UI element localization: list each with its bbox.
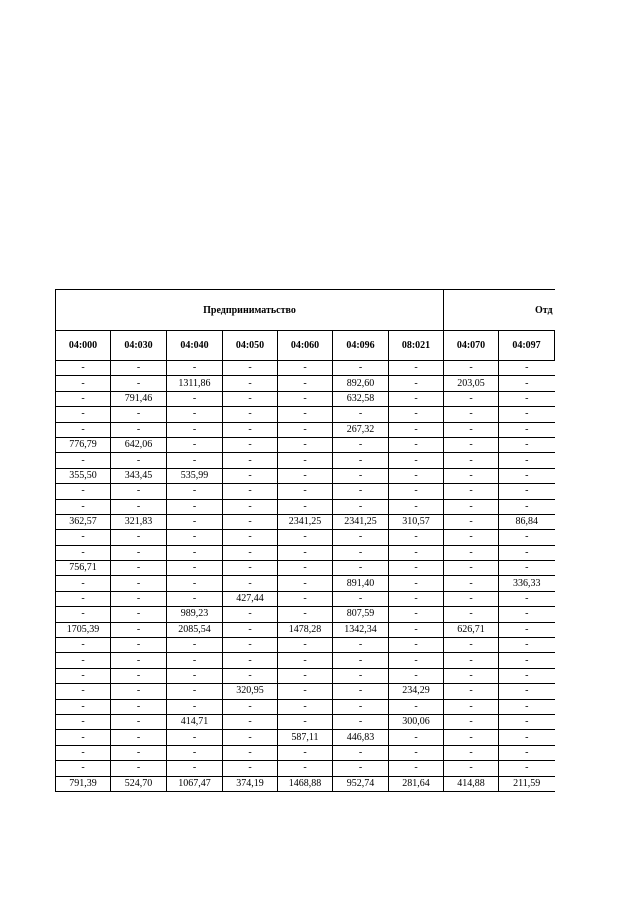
- table-cell: -: [389, 653, 444, 668]
- table-cell: -: [499, 714, 555, 729]
- table-cell: -: [389, 422, 444, 437]
- table-cell: 989,23: [167, 607, 223, 622]
- table-cell: -: [111, 361, 167, 376]
- table-row: [56, 530, 555, 545]
- table-cell: -: [111, 730, 167, 745]
- table-cell: -: [223, 437, 278, 452]
- table-cell: -: [499, 407, 555, 422]
- table-cell: -: [167, 638, 223, 653]
- table-cell: -: [444, 484, 499, 499]
- table-cell: 776,79: [56, 437, 111, 452]
- table-cell: -: [278, 545, 333, 560]
- table-cell: -: [111, 453, 167, 468]
- table-cell: -: [333, 530, 389, 545]
- table-cell: -: [389, 376, 444, 391]
- column-header: 08:021: [389, 331, 444, 361]
- table-cell: -: [444, 499, 499, 514]
- table-cell: -: [223, 376, 278, 391]
- table-cell: -: [333, 684, 389, 699]
- table-cell: -: [499, 545, 555, 560]
- table-cell: -: [499, 591, 555, 606]
- table-cell: -: [223, 453, 278, 468]
- table-cell: -: [333, 361, 389, 376]
- table-cell: -: [111, 638, 167, 653]
- table-cell: -: [499, 422, 555, 437]
- table-cell: -: [499, 699, 555, 714]
- table-cell: -: [167, 591, 223, 606]
- table-cell: -: [278, 714, 333, 729]
- table-cell: -: [111, 591, 167, 606]
- table-cell: -: [389, 622, 444, 637]
- table-body: [56, 361, 555, 792]
- table-row: [56, 545, 555, 560]
- table-cell: -: [389, 530, 444, 545]
- table-cell: -: [167, 576, 223, 591]
- table-cell: -: [333, 407, 389, 422]
- table-cell: -: [56, 761, 111, 776]
- table-cell: -: [444, 745, 499, 760]
- table-cell: -: [389, 407, 444, 422]
- table-cell: -: [278, 376, 333, 391]
- table-cell: -: [223, 761, 278, 776]
- table-cell: -: [444, 668, 499, 683]
- table-cell: -: [444, 591, 499, 606]
- table-cell: -: [56, 530, 111, 545]
- table-cell: -: [389, 607, 444, 622]
- table-cell: -: [56, 591, 111, 606]
- table-cell: 2085,54: [167, 622, 223, 637]
- table-cell: -: [389, 361, 444, 376]
- table-cell: -: [499, 761, 555, 776]
- table-cell: 2341,25: [278, 514, 333, 529]
- column-header-row: [56, 331, 555, 361]
- table-row: [56, 561, 555, 576]
- table-cell: -: [223, 514, 278, 529]
- table-cell: -: [111, 484, 167, 499]
- table-cell: -: [278, 484, 333, 499]
- table-cell: -: [444, 437, 499, 452]
- table-row: [56, 468, 555, 483]
- table-cell: 952,74: [333, 776, 389, 791]
- table-cell: -: [389, 468, 444, 483]
- table-cell: -: [167, 391, 223, 406]
- table-cell: -: [444, 576, 499, 591]
- table-row: [56, 668, 555, 683]
- table-cell: 234,29: [389, 684, 444, 699]
- table-cell: -: [111, 745, 167, 760]
- table-cell: -: [333, 437, 389, 452]
- table-cell: -: [278, 561, 333, 576]
- table-cell: -: [389, 391, 444, 406]
- group-header-cut-off: Отд: [444, 290, 555, 331]
- table-cell: -: [389, 453, 444, 468]
- table-cell: -: [167, 561, 223, 576]
- table-cell: -: [499, 376, 555, 391]
- table-cell: 281,64: [389, 776, 444, 791]
- table-row: [56, 422, 555, 437]
- table-cell: -: [278, 361, 333, 376]
- table-cell: -: [389, 730, 444, 745]
- table-cell: -: [56, 484, 111, 499]
- table-row: [56, 484, 555, 499]
- table-row: [56, 437, 555, 452]
- table-cell: 427,44: [223, 591, 278, 606]
- table-cell: -: [444, 545, 499, 560]
- table-cell: -: [333, 745, 389, 760]
- table-cell: -: [499, 561, 555, 576]
- table-cell: -: [278, 653, 333, 668]
- table-cell: -: [333, 761, 389, 776]
- table-cell: 267,32: [333, 422, 389, 437]
- table-cell: 1468,88: [278, 776, 333, 791]
- table-cell: -: [223, 730, 278, 745]
- column-header: 04:000: [56, 331, 111, 361]
- table-cell: -: [389, 499, 444, 514]
- table-cell: -: [111, 653, 167, 668]
- table-cell: -: [333, 668, 389, 683]
- table-cell: -: [278, 453, 333, 468]
- table-cell: -: [223, 499, 278, 514]
- table-cell: -: [223, 407, 278, 422]
- table-cell: -: [333, 653, 389, 668]
- table-cell: -: [444, 699, 499, 714]
- table-cell: 524,70: [111, 776, 167, 791]
- column-header: 04:050: [223, 331, 278, 361]
- table-cell: -: [56, 638, 111, 653]
- table-cell: -: [499, 638, 555, 653]
- table-cell: -: [389, 561, 444, 576]
- table-cell: -: [499, 468, 555, 483]
- table-cell: -: [167, 545, 223, 560]
- column-header: 04:070: [444, 331, 499, 361]
- table-cell: -: [499, 668, 555, 683]
- table-cell: -: [333, 453, 389, 468]
- table-cell: -: [389, 576, 444, 591]
- table-cell: -: [56, 391, 111, 406]
- table-cell: -: [223, 561, 278, 576]
- table-cell: -: [278, 468, 333, 483]
- table-cell: -: [278, 422, 333, 437]
- table-cell: -: [56, 714, 111, 729]
- table-cell: -: [111, 761, 167, 776]
- table-cell: -: [499, 653, 555, 668]
- table-cell: -: [111, 622, 167, 637]
- table-cell: 355,50: [56, 468, 111, 483]
- table-cell: -: [167, 453, 223, 468]
- table-cell: -: [444, 684, 499, 699]
- table-cell: -: [167, 730, 223, 745]
- table-row: [56, 622, 555, 637]
- table-cell: -: [167, 761, 223, 776]
- table-cell: 891,40: [333, 576, 389, 591]
- table-cell: 1311,86: [167, 376, 223, 391]
- table-cell: -: [278, 499, 333, 514]
- table-cell: 1342,34: [333, 622, 389, 637]
- table-cell: -: [333, 468, 389, 483]
- table-cell: -: [56, 668, 111, 683]
- table-cell: -: [167, 499, 223, 514]
- table-cell: 86,84: [499, 514, 555, 529]
- table-cell: -: [223, 391, 278, 406]
- table-cell: -: [278, 391, 333, 406]
- table-cell: -: [278, 668, 333, 683]
- table-cell: 211,59: [499, 776, 555, 791]
- table-cell: -: [444, 407, 499, 422]
- table-cell: -: [333, 714, 389, 729]
- table-cell: 362,57: [56, 514, 111, 529]
- table-cell: -: [499, 684, 555, 699]
- table-cell: -: [111, 607, 167, 622]
- table-cell: -: [444, 730, 499, 745]
- table-cell: -: [56, 684, 111, 699]
- table-cell: -: [444, 561, 499, 576]
- table-cell: 626,71: [444, 622, 499, 637]
- table-cell: -: [278, 699, 333, 714]
- table-cell: -: [499, 622, 555, 637]
- table-cell: -: [56, 453, 111, 468]
- table-row: [56, 499, 555, 514]
- table-cell: 892,60: [333, 376, 389, 391]
- table-cell: -: [56, 499, 111, 514]
- table-cell: -: [167, 653, 223, 668]
- table-cell: -: [389, 437, 444, 452]
- table-cell: -: [444, 714, 499, 729]
- table-cell: -: [223, 622, 278, 637]
- column-header: 04:030: [111, 331, 167, 361]
- table-cell: -: [499, 391, 555, 406]
- table-cell: 1478,28: [278, 622, 333, 637]
- table-cell: -: [278, 407, 333, 422]
- table-cell: -: [111, 376, 167, 391]
- table-cell: -: [278, 437, 333, 452]
- table-cell: -: [333, 499, 389, 514]
- table-cell: -: [333, 484, 389, 499]
- group-header-entrepreneurship: Предприниматьство: [56, 290, 444, 331]
- table-cell: -: [389, 699, 444, 714]
- table-row: [56, 730, 555, 745]
- table-cell: 535,99: [167, 468, 223, 483]
- table-cell: 791,39: [56, 776, 111, 791]
- table-cell: -: [389, 545, 444, 560]
- table-cell: -: [499, 453, 555, 468]
- table-cell: 300,06: [389, 714, 444, 729]
- table-cell: -: [499, 361, 555, 376]
- table-cell: -: [56, 422, 111, 437]
- table-cell: -: [444, 761, 499, 776]
- table-cell: -: [56, 376, 111, 391]
- column-header: 04:040: [167, 331, 223, 361]
- table-cell: -: [111, 561, 167, 576]
- table-cell: -: [56, 607, 111, 622]
- table-cell: -: [389, 638, 444, 653]
- table-cell: -: [223, 484, 278, 499]
- table-cell: -: [56, 407, 111, 422]
- table-cell: -: [167, 484, 223, 499]
- table-cell: -: [389, 761, 444, 776]
- table-cell: 632,58: [333, 391, 389, 406]
- table-cell: -: [167, 407, 223, 422]
- table-cell: -: [389, 484, 444, 499]
- table-cell: -: [499, 437, 555, 452]
- table-cell: -: [167, 437, 223, 452]
- table-cell: -: [444, 638, 499, 653]
- table-cell: -: [223, 361, 278, 376]
- table-row: [56, 776, 555, 791]
- column-header: 04:097: [499, 331, 555, 361]
- table-cell: -: [444, 514, 499, 529]
- table-cell: -: [444, 453, 499, 468]
- table-cell: -: [111, 422, 167, 437]
- table-cell: -: [111, 714, 167, 729]
- table-cell: -: [278, 745, 333, 760]
- table-cell: -: [56, 545, 111, 560]
- table-cell: -: [56, 361, 111, 376]
- table-row: [56, 514, 555, 529]
- table-cell: -: [56, 730, 111, 745]
- table-cell: 203,05: [444, 376, 499, 391]
- table-cell: 310,57: [389, 514, 444, 529]
- table-cell: -: [223, 714, 278, 729]
- table-cell: 807,59: [333, 607, 389, 622]
- table-cell: -: [223, 745, 278, 760]
- table-cell: -: [278, 530, 333, 545]
- table-cell: -: [278, 576, 333, 591]
- table-row: [56, 653, 555, 668]
- table-cell: -: [56, 699, 111, 714]
- column-header: 04:060: [278, 331, 333, 361]
- table-row: [56, 638, 555, 653]
- table-cell: -: [111, 545, 167, 560]
- table-cell: 1705,39: [56, 622, 111, 637]
- table-cell: -: [499, 745, 555, 760]
- table-cell: 414,88: [444, 776, 499, 791]
- table-cell: 446,83: [333, 730, 389, 745]
- table-row: [56, 761, 555, 776]
- table-cell: -: [444, 361, 499, 376]
- table-row: [56, 453, 555, 468]
- table-cell: -: [223, 607, 278, 622]
- table-cell: -: [111, 576, 167, 591]
- table-cell: -: [444, 468, 499, 483]
- table-row: [56, 407, 555, 422]
- table-cell: 587,11: [278, 730, 333, 745]
- table-cell: 320,95: [223, 684, 278, 699]
- table-row: [56, 714, 555, 729]
- table-cell: -: [167, 530, 223, 545]
- table-cell: -: [389, 591, 444, 606]
- table-cell: -: [56, 745, 111, 760]
- table-cell: -: [223, 576, 278, 591]
- table-row: [56, 607, 555, 622]
- data-table: [55, 289, 555, 792]
- table-cell: -: [223, 668, 278, 683]
- table-cell: -: [333, 561, 389, 576]
- table-cell: -: [389, 668, 444, 683]
- table-cell: -: [167, 361, 223, 376]
- table-cell: -: [167, 422, 223, 437]
- table-row: [56, 376, 555, 391]
- table-cell: -: [223, 699, 278, 714]
- table-cell: -: [111, 684, 167, 699]
- table-cell: -: [389, 745, 444, 760]
- table-cell: -: [278, 591, 333, 606]
- table-cell: -: [444, 607, 499, 622]
- table-cell: -: [499, 499, 555, 514]
- table-cell: -: [167, 699, 223, 714]
- table-cell: 1067,47: [167, 776, 223, 791]
- table-cell: -: [333, 699, 389, 714]
- table-cell: 756,71: [56, 561, 111, 576]
- table-cell: -: [223, 653, 278, 668]
- table-cell: -: [223, 638, 278, 653]
- table-row: [56, 391, 555, 406]
- table-cell: -: [278, 638, 333, 653]
- table-cell: -: [223, 422, 278, 437]
- table-cell: 343,45: [111, 468, 167, 483]
- table-cell: 414,71: [167, 714, 223, 729]
- table-row: [56, 576, 555, 591]
- table-cell: -: [56, 653, 111, 668]
- group-header-row: [56, 290, 555, 331]
- table-row: [56, 361, 555, 376]
- table-cell: -: [56, 576, 111, 591]
- table-cell: -: [223, 468, 278, 483]
- table-cell: -: [444, 422, 499, 437]
- table-cell: -: [444, 391, 499, 406]
- table-cell: -: [111, 407, 167, 422]
- table-cell: -: [333, 545, 389, 560]
- table-cell: -: [111, 699, 167, 714]
- table-cell: -: [444, 530, 499, 545]
- table-cell: -: [499, 530, 555, 545]
- table-cell: -: [111, 499, 167, 514]
- table-cell: -: [278, 607, 333, 622]
- table-cell: -: [111, 530, 167, 545]
- table-cell: -: [278, 684, 333, 699]
- table-cell: -: [111, 668, 167, 683]
- table-cell: 642,06: [111, 437, 167, 452]
- table-cell: -: [444, 653, 499, 668]
- table-cell: -: [223, 530, 278, 545]
- table-cell: -: [499, 484, 555, 499]
- table-cell: -: [167, 745, 223, 760]
- table-cell: 336,33: [499, 576, 555, 591]
- table-cell: 2341,25: [333, 514, 389, 529]
- table-cell: -: [167, 514, 223, 529]
- table-cell: -: [333, 638, 389, 653]
- column-header: 04:096: [333, 331, 389, 361]
- table-row: [56, 699, 555, 714]
- table-cell: -: [333, 591, 389, 606]
- table-cell: 321,83: [111, 514, 167, 529]
- table-cell: -: [278, 761, 333, 776]
- table-cell: -: [167, 668, 223, 683]
- table-cell: 374,19: [223, 776, 278, 791]
- table-cell: -: [499, 730, 555, 745]
- table-cell: -: [499, 607, 555, 622]
- table-cell: -: [167, 684, 223, 699]
- table-row: [56, 745, 555, 760]
- table-row: [56, 684, 555, 699]
- table-cell: 791,46: [111, 391, 167, 406]
- table-cell: -: [223, 545, 278, 560]
- table-row: [56, 591, 555, 606]
